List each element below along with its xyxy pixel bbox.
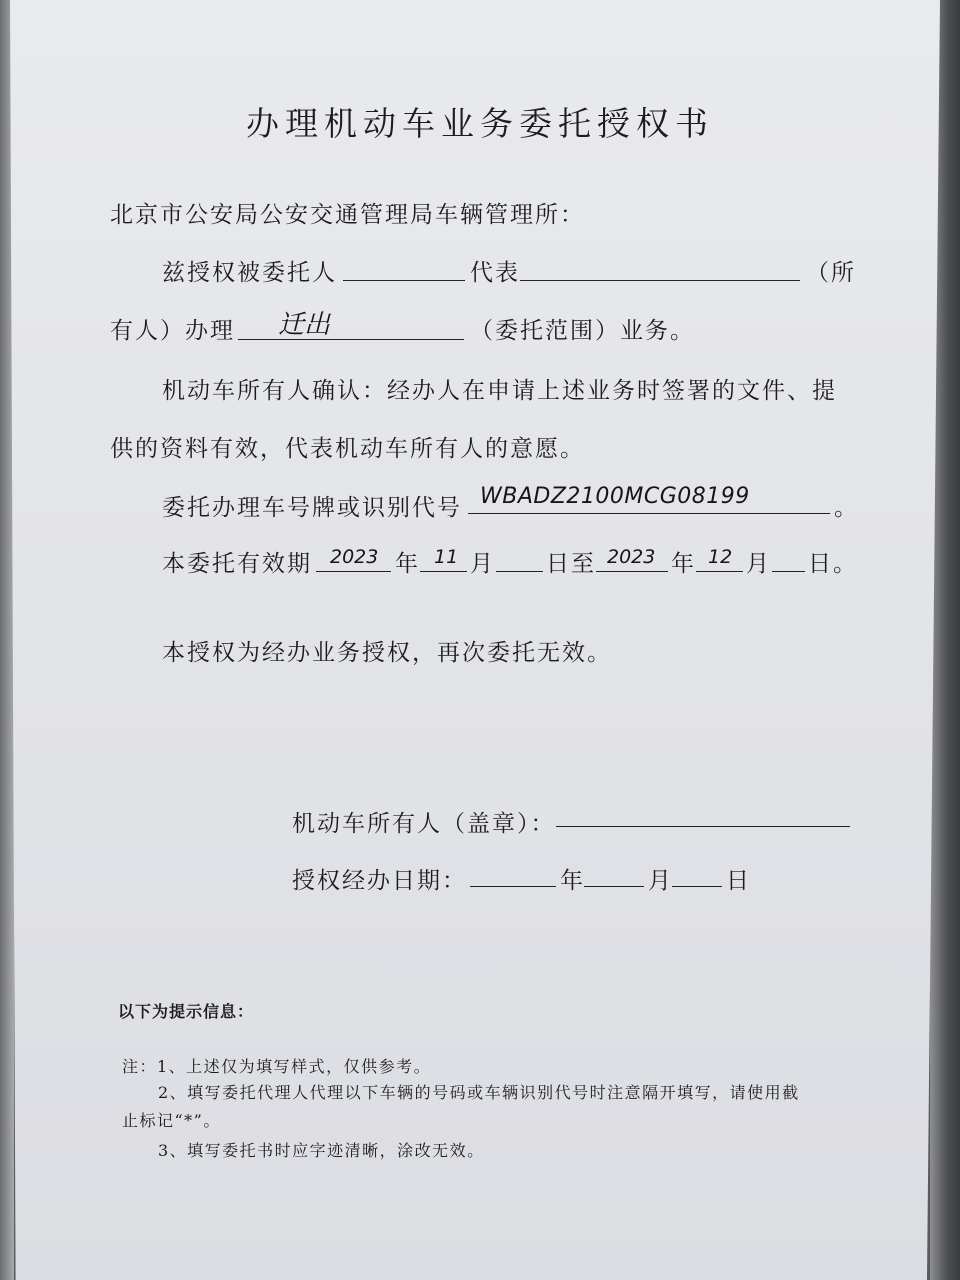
business-scope-field[interactable] — [238, 339, 464, 340]
owner-handle-text: 有人）办理 — [110, 318, 235, 344]
tip-note-3: 3、填写委托书时应字迹清晰，涂改无效。 — [158, 1141, 485, 1160]
agent-name-field[interactable] — [343, 280, 465, 281]
date-month-field[interactable] — [584, 886, 644, 887]
represent-text: 代表 — [470, 260, 520, 286]
owner-confirm-line2: 供的资料有效，代表机动车所有人的意愿。 — [110, 436, 585, 462]
start-year-field[interactable] — [316, 571, 391, 572]
start-month-field[interactable] — [420, 571, 467, 572]
start-day-field[interactable] — [496, 571, 543, 572]
end-year-field[interactable] — [596, 571, 668, 572]
start-month-char: 月 — [470, 551, 495, 577]
plate-vin-field[interactable] — [468, 513, 830, 514]
tip-note-1: 注：1、上述仅为填写样式，仅供参考。 — [122, 1057, 432, 1076]
date-year-field[interactable] — [470, 886, 556, 887]
owner-seal-field[interactable] — [556, 826, 850, 827]
document-title: 办理机动车业务委托授权书 — [246, 104, 714, 143]
owner-confirm-line1: 机动车所有人确认：经办人在申请上述业务时签署的文件、提 — [162, 378, 837, 404]
owner-paren-open: （所 — [806, 260, 856, 286]
end-year-char: 年 — [671, 551, 696, 577]
authorize-text: 兹授权被委托人 — [162, 260, 337, 286]
tip-note-2-line2: 止标记“*”。 — [122, 1111, 221, 1130]
tips-heading: 以下为提示信息： — [118, 1002, 255, 1021]
end-month-handwritten: 12 — [708, 546, 733, 568]
end-day-field[interactable] — [772, 571, 805, 572]
business-scope-suffix: （委托范围）业务。 — [470, 318, 695, 344]
owner-seal-label: 机动车所有人（盖章）： — [292, 811, 556, 837]
start-year-handwritten: 2023 — [330, 546, 379, 568]
date-year-char: 年 — [560, 868, 585, 894]
plate-vin-label: 委托办理车号牌或识别代号 — [162, 495, 462, 521]
tip-note-2-line1: 2、填写委托代理人代理以下车辆的号码或车辆识别代号时注意隔开填写，请使用截 — [158, 1083, 800, 1102]
date-month-char: 月 — [648, 868, 673, 894]
end-month-field[interactable] — [696, 571, 743, 572]
business-scope-handwritten: 迁出 — [278, 310, 331, 340]
end-year-handwritten: 2023 — [607, 546, 656, 568]
date-day-char: 日 — [726, 868, 751, 894]
end-month-char: 月 — [746, 551, 771, 577]
vin-handwritten: WBADZ2100MCG08199 — [480, 484, 750, 509]
date-day-field[interactable] — [672, 886, 722, 887]
owner-name-field[interactable] — [520, 280, 800, 281]
salutation: 北京市公安局公安交通管理局车辆管理所： — [110, 202, 585, 228]
validity-label: 本委托有效期 — [162, 551, 312, 577]
authorization-note: 本授权为经办业务授权，再次委托无效。 — [162, 640, 612, 666]
plate-vin-end: 。 — [834, 495, 859, 521]
day-to-text: 日至 — [546, 551, 596, 577]
start-month-handwritten: 11 — [434, 546, 459, 568]
start-year-char: 年 — [395, 551, 420, 577]
day-end-text: 日。 — [808, 551, 858, 577]
authorization-date-label: 授权经办日期： — [292, 868, 467, 894]
